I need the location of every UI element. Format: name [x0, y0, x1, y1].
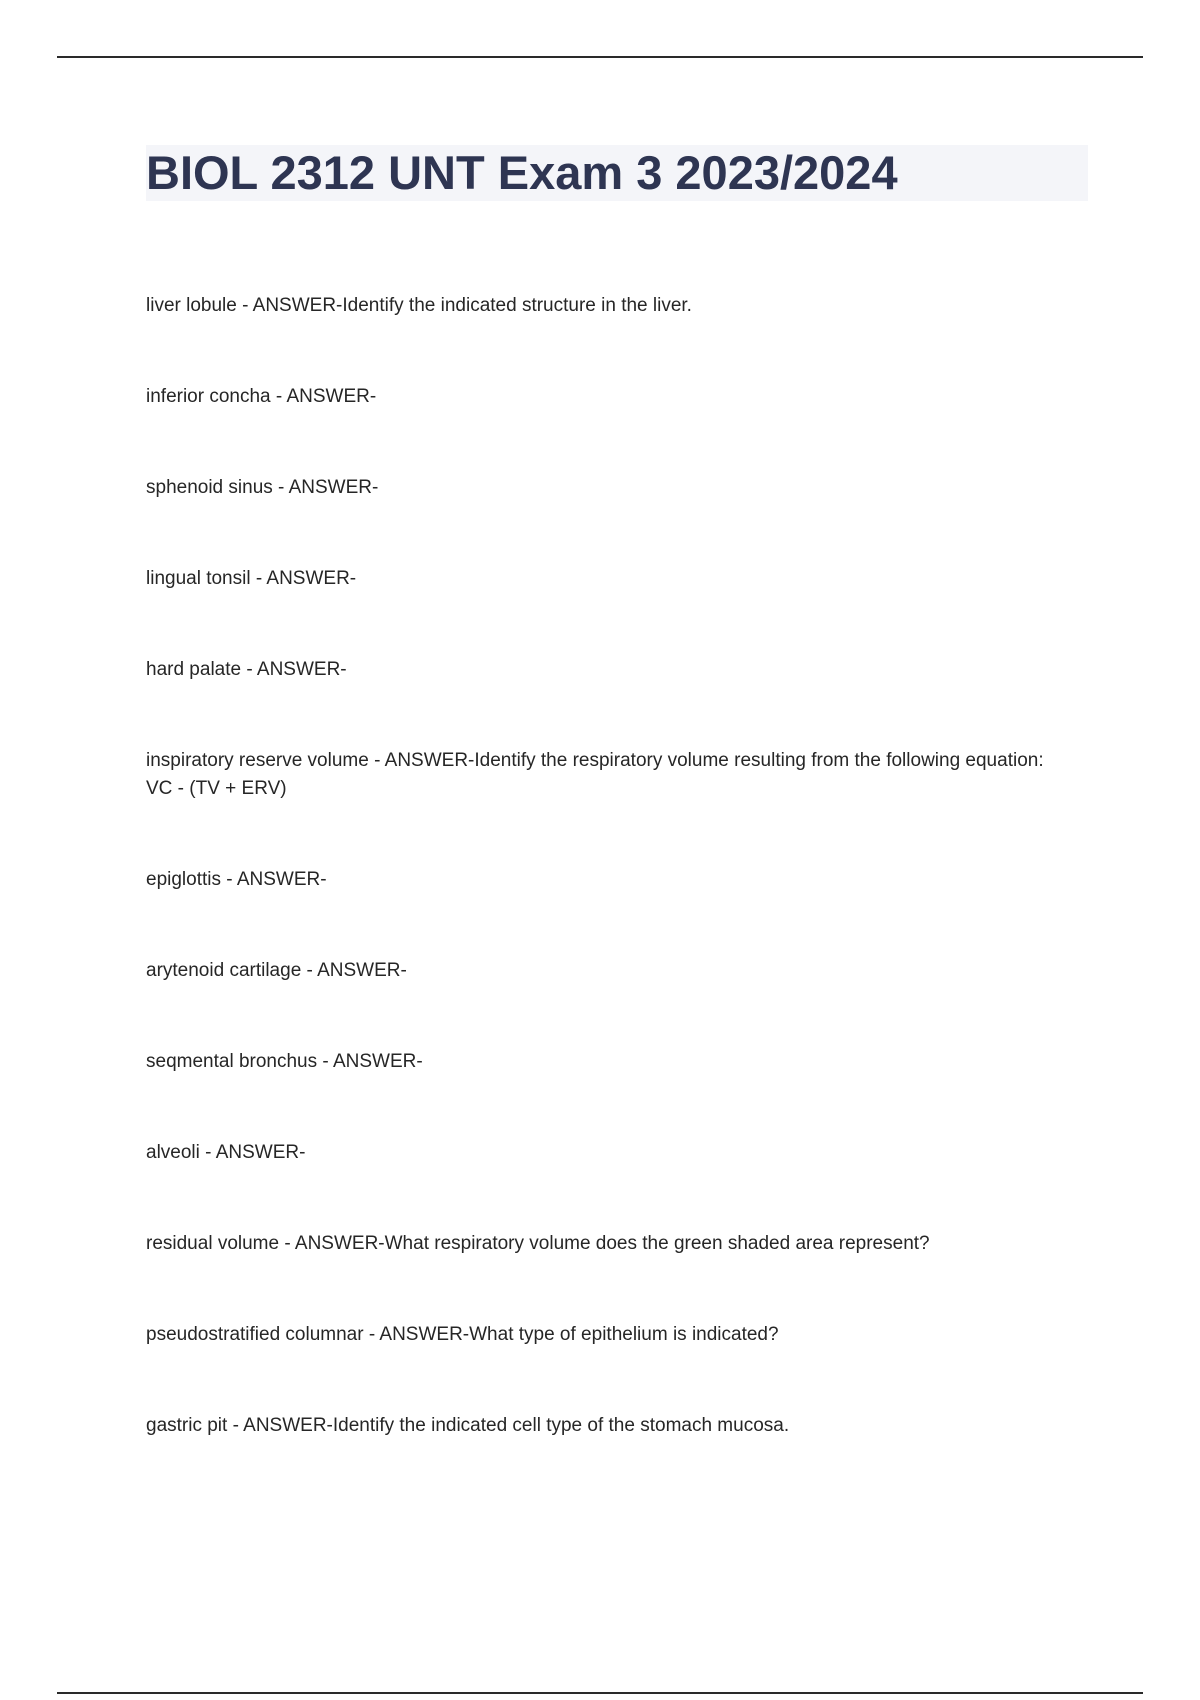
- qa-entry-hard-palate: hard palate - ANSWER-: [146, 659, 347, 680]
- qa-entry-residual-volume: residual volume - ANSWER-What respiratory volume does the green shaded area represent?: [146, 1233, 930, 1254]
- document-title: BIOL 2312 UNT Exam 3 2023/2024: [146, 146, 898, 199]
- qa-entry-lingual-tonsil: lingual tonsil - ANSWER-: [146, 568, 357, 589]
- qa-entry-arytenoid-cartilage: arytenoid cartilage - ANSWER-: [146, 960, 407, 981]
- header-rule: [57, 56, 1143, 58]
- qa-entry-sphenoid-sinus: sphenoid sinus - ANSWER-: [146, 477, 379, 498]
- qa-entry-pseudostratified-columnar: pseudostratified columnar - ANSWER-What type of epithelium is indicated?: [146, 1324, 779, 1345]
- qa-entry-epiglottis: epiglottis - ANSWER-: [146, 869, 327, 890]
- qa-entry-inspiratory-reserve-volume: inspiratory reserve volume - ANSWER-Identify the respiratory volume resulting from the following equation: VC - (TV + ERV): [146, 750, 1044, 799]
- qa-entry-segmental-bronchus: seqmental bronchus - ANSWER-: [146, 1051, 423, 1072]
- qa-entry-gastric-pit: gastric pit - ANSWER-Identify the indicated cell type of the stomach mucosa.: [146, 1415, 790, 1436]
- qa-entry-inferior-concha: inferior concha - ANSWER-: [146, 386, 377, 407]
- qa-entry-liver-lobule: liver lobule - ANSWER-Identify the indicated structure in the liver.: [146, 295, 692, 316]
- footer-rule: [57, 1692, 1143, 1694]
- qa-entry-alveoli: alveoli - ANSWER-: [146, 1142, 306, 1163]
